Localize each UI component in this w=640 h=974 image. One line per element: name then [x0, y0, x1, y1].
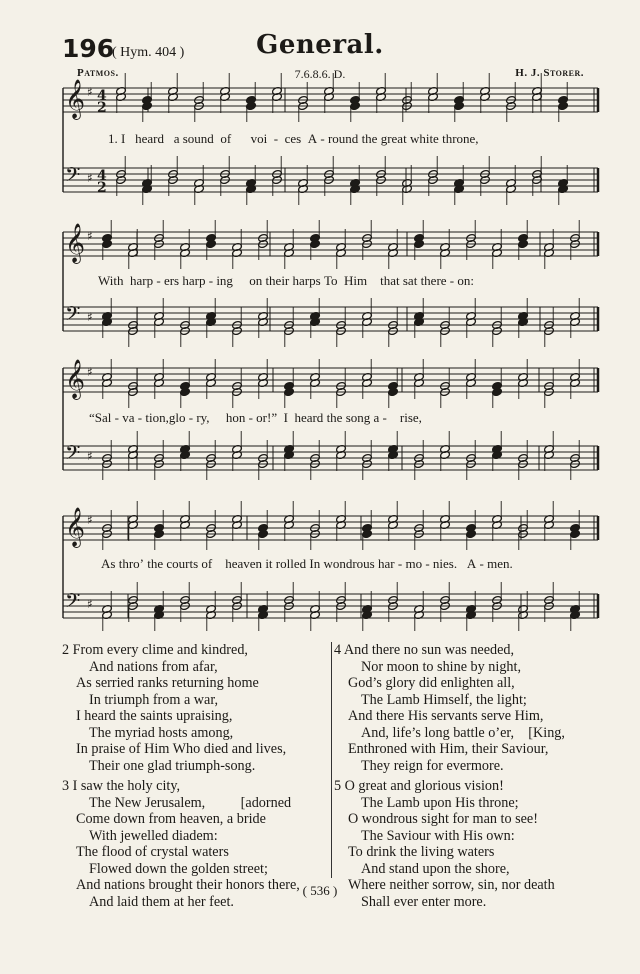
verse-line: The New Jerusalem, [adorned: [89, 794, 292, 811]
lyric-word: -: [114, 410, 119, 425]
verse-line: In praise of Him Who died and lives,: [76, 741, 287, 757]
lyric-word: a sound: [173, 131, 214, 146]
key-sharp-icon: ♯: [87, 171, 93, 185]
lyric-word: -: [208, 273, 214, 288]
lyric-word: -: [425, 556, 430, 571]
verse-line: Their one glad triumph-song.: [89, 757, 256, 774]
verse-line: I heard the saints upraising,: [76, 708, 233, 724]
meter: 7.6.8.6. D.: [294, 67, 346, 81]
lyric-word: heard: [294, 410, 324, 425]
lyric-word: on: [249, 273, 263, 288]
lyric-word: ces: [284, 131, 302, 146]
hymn-number: 196: [62, 34, 115, 63]
lyric-line-3: [89, 410, 422, 426]
verse-number: 2: [62, 642, 70, 658]
verse-line: O wondrous sight for man to see!: [348, 811, 538, 827]
verse-line: To drink the living waters: [348, 844, 495, 860]
verse-line: They reign for evermore.: [361, 757, 504, 774]
composer: H. J. Storer.: [515, 67, 584, 79]
key-sharp-icon: ♯: [87, 597, 93, 611]
verse-line: God’s glory did enlighten all,: [348, 675, 515, 691]
verse-line: And nations brought their honors there,: [76, 877, 300, 893]
time-signature-icon: 4: [97, 88, 107, 104]
lyric-word: white: [409, 131, 439, 146]
verse-line: Shall ever enter more.: [361, 893, 487, 910]
lyric-word: -: [156, 273, 161, 288]
lyric-word: harp: [182, 273, 206, 288]
verse-line: With jewelled diadem:: [89, 827, 218, 844]
lyric-word: thro’: [118, 556, 144, 571]
verse-line: As serried ranks returning home: [76, 675, 259, 691]
lyric-word: there: [420, 273, 447, 288]
lyric-word: ry,: [196, 410, 210, 425]
verse-2: [62, 642, 300, 774]
lyric-word: mo: [405, 556, 423, 571]
lyric-word: Him: [343, 273, 368, 288]
lyric-word: courts: [166, 556, 199, 571]
time-signature-icon: 4: [97, 168, 107, 184]
verse-number: 4: [334, 642, 342, 658]
lyric-word: round: [327, 131, 359, 146]
verse-number: 1.: [108, 131, 118, 146]
verse-line: In triumph from a war,: [89, 691, 219, 708]
key-sharp-icon: ♯: [87, 513, 93, 527]
lyric-word: -: [449, 273, 455, 288]
verse-line: O great and glorious vision!: [344, 778, 504, 794]
column-divider: [331, 642, 332, 878]
lyric-word: the: [326, 410, 343, 425]
lyric-word: heaven: [225, 556, 263, 571]
bass-clef-icon: 𝄢: [65, 589, 81, 617]
lyric-word: of: [220, 131, 232, 146]
verse-line: I saw the holy city,: [72, 778, 181, 794]
lyric-word: great: [380, 131, 407, 146]
lyric-line-1: [108, 131, 479, 147]
verse-line: Nor moon to shine by night,: [361, 658, 521, 675]
lyric-word: their: [265, 273, 290, 288]
lyric-word: ing: [216, 273, 233, 288]
lyric-word: As: [101, 556, 116, 571]
lyric-word: it: [265, 556, 273, 571]
lyric-word: va: [122, 410, 135, 425]
lyric-word: hon: [225, 410, 246, 425]
lyric-word: -: [248, 410, 253, 425]
key-sharp-icon: ♯: [87, 310, 93, 324]
page-number: ( 536 ): [302, 883, 338, 898]
lyric-word: voi: [250, 131, 268, 146]
hymnal-reference: ( Hym. 404 ): [112, 45, 185, 60]
lyric-word: nies.: [432, 556, 458, 571]
bass-clef-icon: 𝄢: [65, 441, 81, 469]
lyric-word: rolled: [275, 556, 307, 571]
page-title: General.: [256, 30, 384, 60]
verses-right: [334, 642, 565, 910]
treble-clef-icon: 𝄞: [65, 507, 86, 547]
lyric-word: A: [466, 556, 477, 571]
key-sharp-icon: ♯: [87, 365, 93, 379]
verse-line: And, life’s long battle o’er, [King,: [361, 724, 565, 741]
lyric-word: song: [345, 410, 371, 425]
verse-line: Flowed down the golden street;: [89, 860, 268, 877]
verse-line: From every clime and kindred,: [72, 642, 248, 658]
lyric-word: rise,: [399, 410, 422, 425]
lyric-word: A: [307, 131, 318, 146]
lyric-word: har: [378, 556, 395, 571]
verse-line: And laid them at her feet.: [89, 893, 234, 910]
verse-line: The Lamb upon His throne;: [361, 794, 519, 811]
lyric-word: “Sal: [89, 410, 112, 425]
bass-clef-icon: 𝄢: [65, 163, 81, 191]
lyric-word: the: [147, 556, 164, 571]
lyric-word: heard: [135, 131, 164, 146]
treble-clef-icon: 𝄞: [65, 223, 86, 263]
lyric-word: wondrous: [323, 556, 375, 571]
lyric-word: men.: [487, 556, 513, 571]
verse-number: 5: [334, 778, 342, 794]
lyric-word: -: [188, 410, 194, 425]
verse-line: And nations from afar,: [89, 658, 218, 675]
lyric-word: I: [121, 131, 126, 146]
lyric-word: ers: [163, 273, 180, 288]
tune-name: Patmos.: [77, 67, 119, 79]
lyric-word: the: [361, 131, 378, 146]
lyric-word: -: [273, 131, 279, 146]
key-sharp-icon: ♯: [87, 229, 93, 243]
treble-clef-icon: 𝄞: [65, 359, 86, 399]
lyric-word: glo: [168, 410, 186, 425]
verse-line: The Lamb Himself, the light;: [361, 691, 527, 708]
key-sharp-icon: ♯: [87, 449, 93, 463]
time-signature-icon: 2: [97, 180, 107, 196]
verse-line: Enthroned with Him, their Saviour,: [348, 741, 549, 757]
treble-clef-icon: 𝄞: [65, 79, 86, 119]
verse-4: [334, 642, 565, 774]
lyric-word: a: [373, 410, 380, 425]
lyric-line-2: [98, 273, 474, 289]
verse-line: The myriad hosts among,: [89, 724, 234, 741]
lyric-word: -: [479, 556, 484, 571]
verse-line: And stand upon the shore,: [361, 860, 510, 877]
lyric-word: that: [380, 273, 400, 288]
key-sharp-icon: ♯: [87, 85, 93, 99]
lyric-word: of: [201, 556, 213, 571]
lyric-word: harps: [292, 273, 321, 288]
lyric-line-4: [101, 556, 513, 572]
lyric-word: or!”: [256, 410, 278, 425]
lyric-word: I: [283, 410, 288, 425]
verse-line: Come down from heaven, a bride: [76, 811, 266, 827]
lyric-word: In: [309, 556, 321, 571]
lyric-word: -: [137, 410, 143, 425]
bass-clef-icon: 𝄢: [65, 302, 81, 330]
verse-line: The Saviour with His own:: [361, 827, 515, 844]
lyric-word: -: [382, 410, 387, 425]
time-signature-icon: 2: [97, 100, 107, 116]
lyric-word: sat: [402, 273, 418, 288]
verse-number: 3: [62, 778, 70, 794]
verse-line: And there His servants serve Him,: [348, 708, 544, 724]
lyric-word: To: [323, 273, 338, 288]
lyric-word: throne,: [442, 131, 479, 146]
verse-line: And there no sun was needed,: [343, 642, 515, 658]
lyric-word: tion,: [145, 410, 169, 425]
verse-line: The flood of crystal waters: [76, 844, 229, 860]
lyric-word: -: [320, 131, 325, 146]
verse-line: Where neither sorrow, sin, nor death: [348, 877, 555, 893]
lyric-word: With: [98, 273, 124, 288]
lyric-word: -: [397, 556, 403, 571]
verses-left: [62, 642, 300, 910]
lyric-word: on:: [457, 273, 475, 288]
lyric-word: harp: [129, 273, 154, 288]
